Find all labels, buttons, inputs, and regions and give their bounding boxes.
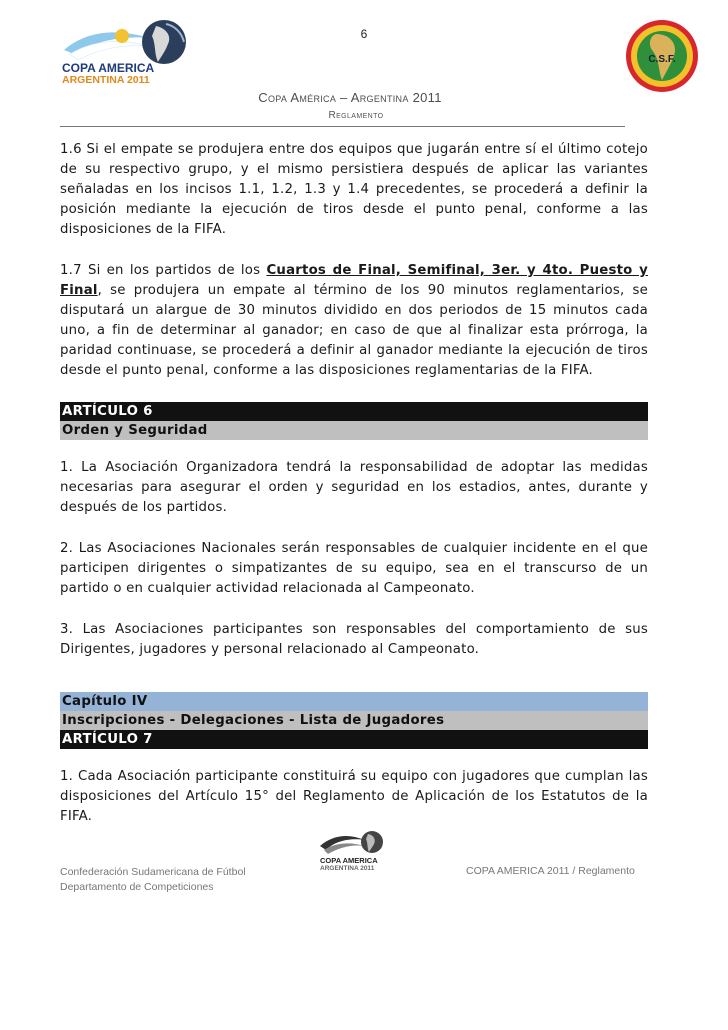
article-6-item-1: 1. La Asociación Organizadora tendrá la responsabilidad de adoptar las medidas necesarias para asegurar el orden y seguridad en los estadios, antes, durante y después de los partidos. <box>60 460 648 515</box>
chapter-title: Inscripciones - Delegaciones - Lista de Jugadores <box>60 711 648 730</box>
footer-organization <box>60 865 246 895</box>
paragraph-1-7-rest: , se produjera un empate al término de los 90 minutos reglamentarios, se disputará un alargue de 30 minutos dividido en dos periodos de 15 minutos cada uno, a fin de determinar al ganador; en caso de que al finalizar esta prórroga, la paridad continuase, se procederá a definir al ganador mediante la ejecución de tiros desde el punto penal, conforme a las disposiciones reglamentarias de la FIFA. <box>60 283 648 378</box>
copa-america-logo <box>60 14 200 84</box>
logo-line2: ARGENTINA 2011 <box>62 74 150 84</box>
paragraph-1-7 <box>60 261 648 381</box>
paragraph-1-7-intro: 1.7 Si en los partidos de los <box>60 263 267 278</box>
footer-department: Departamento de Competiciones <box>60 881 214 893</box>
footer-document-name: COPA AMERICA 2011 / Reglamento <box>466 865 635 877</box>
article-6-title: Orden y Seguridad <box>60 421 648 440</box>
article-7-item-1: 1. Cada Asociación participante constituirá su equipo con jugadores que cumplan las disposiciones del Artículo 15° del Reglamento de Aplicación de los Estatutos de la FIFA. <box>60 769 648 824</box>
footer-copa-logo <box>318 826 388 872</box>
logo-line1: COPA AMERICA <box>62 61 155 75</box>
paragraph-1-7-stages: Cuartos de Final, Semifinal, 3er. y 4to. Puesto y Final <box>60 263 648 298</box>
footer-logo-line1: COPA AMERICA <box>320 856 378 865</box>
article-6-heading: ARTÍCULO 6 <box>60 402 648 421</box>
article-6-item-2: 2. Las Asociaciones Nacionales serán responsables de cualquier incidente en el que participen dirigentes o simpatizantes de su equipo, sea en el transcurso de un partido o en cualquier actividad relacionada al Campeonato. <box>60 541 648 596</box>
footer-org-name: Confederación Sudamericana de Fútbol <box>60 866 246 878</box>
header-divider <box>60 126 625 127</box>
footer-logo-line2: ARGENTINA 2011 <box>320 865 375 872</box>
article-6-item-3: 3. Las Asociaciones participantes son responsables del comportamiento de sus Dirigentes, jugadores y personal relacionado al Campeonato. <box>60 622 648 657</box>
page-number: 6 <box>360 27 368 41</box>
conmebol-emblem <box>622 16 702 96</box>
article-7-heading: ARTÍCULO 7 <box>60 730 648 749</box>
document-body <box>60 140 648 848</box>
emblem-text: C.S.F. <box>648 54 676 65</box>
header-subtitle: Reglamento <box>328 110 384 121</box>
paragraph-1-6: 1.6 Si el empate se produjera entre dos equipos que jugarán entre sí el último cotejo de su respectivo grupo, y el mismo persistiera después de aplicar las variantes señaladas en los incisos 1.1, 1.2, 1.3 y 1.4 precedentes, se procederá a definir la posición mediante la ejecución de tiros desde el punto penal, conforme a las disposiciones de la FIFA. <box>60 142 648 237</box>
header-title: Copa América – Argentina 2011 <box>258 90 442 105</box>
chapter-heading: Capítulo IV <box>60 692 648 711</box>
